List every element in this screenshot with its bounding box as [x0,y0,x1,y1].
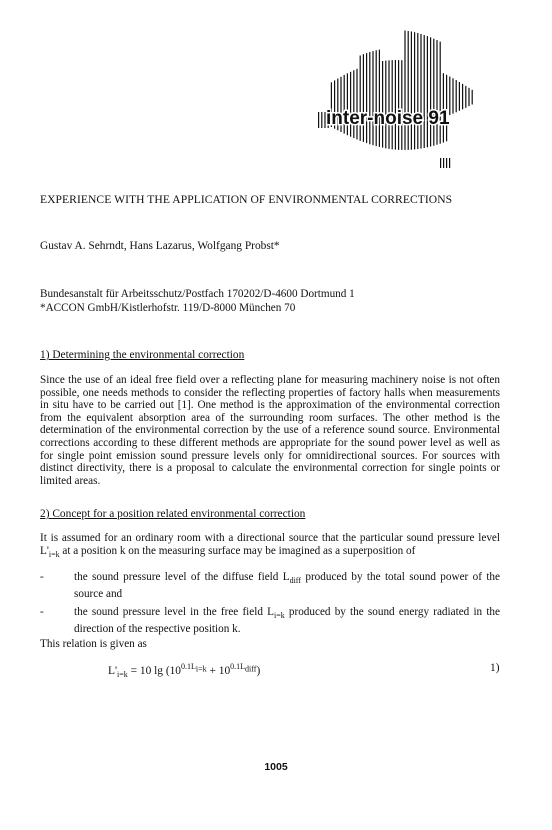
list-item [40,606,500,635]
section-1-heading: 1) Determining the environmental correction [40,349,245,361]
intro-text-a: It is assumed for an ordinary room with a directional source that the particular sound pressure level L' [40,532,500,557]
section-2-heading: 2) Concept for a position related environmental correction [40,508,306,520]
page-number: 1005 [264,761,288,773]
eq-plus: + 10 [206,664,231,677]
eq-exp1 [181,662,207,674]
section-1-paragraph: Since the use of an ideal free field over a reflecting plane for measuring machinery noise is not often possible, one needs methods to consider the reflecting properties of factory halls when measurements in situ have to be carried out [1]. One method is the approximation of the environmental correction from the equivalent absorption area of the surrounding room surfaces. The other method is the determination of the environmental correction by the use of a reference sound source. Environmental corrections according to these different methods are appropriate for the sound power level as well as for single point emission sound pressure levels only for omnidirectional sources. For sources with distinct directivity, there is a proposal to calculate the environmental correction for single points or limited areas. [40,374,500,487]
eq-exp1-sub: i=k [195,664,207,674]
list-item-text [74,571,500,600]
equation-number: 1) [490,662,500,674]
authors: Gustav A. Sehrndt, Hans Lazarus, Wolfgang Probst* [40,240,280,252]
paper-title: EXPERIENCE WITH THE APPLICATION OF ENVIRONMENTAL CORRECTIONS [40,193,453,206]
eq-exp2-sub: diff [245,664,257,674]
inter-noise-logo [312,20,484,170]
intro-sub: i=k [48,549,60,559]
eq-mid: = 10 lg (10 [127,664,181,677]
eq-lhs: L' [108,664,118,677]
list-item-sub: i=k [273,611,285,621]
list-item-text-b: produced by the sound energy radiated in the direction of the respective position k. [74,606,500,636]
eq-exp2-base: 0.1L [230,662,246,671]
list-item-text [74,606,500,635]
eq-close: ) [256,664,261,677]
equation-1 [108,662,260,679]
logo-wordmark: inter-noise 91 [326,108,450,129]
list-item-text-b: produced by the total sound power of the source and [74,571,500,600]
superposition-list [40,571,500,642]
list-item [40,571,500,600]
list-item-text-a: the sound pressure level of the diffuse field L [74,571,290,583]
affiliation-1: Bundesanstalt für Arbeitsschutz/Postfach 170202/D-4600 Dortmund 1 [40,288,355,300]
intro-text-b: at a position k on the measuring surface may be imagined as a superposition of [59,544,416,557]
affiliation-2: *ACCON GmbH/Kistlerhofstr. 119/D-8000 München 70 [40,302,296,314]
eq-lhs-sub: i=k [117,670,128,680]
relation-text: This relation is given as [40,638,147,650]
eq-exp2 [230,662,257,674]
list-item-sub: diff [289,576,301,586]
section-2-intro [40,532,500,561]
list-item-text-a: the sound pressure level in the free field L [74,606,274,619]
list-dash: - [40,606,44,619]
affiliations [40,287,355,315]
list-dash: - [40,571,44,583]
eq-exp1-base: 0.1L [181,662,196,671]
